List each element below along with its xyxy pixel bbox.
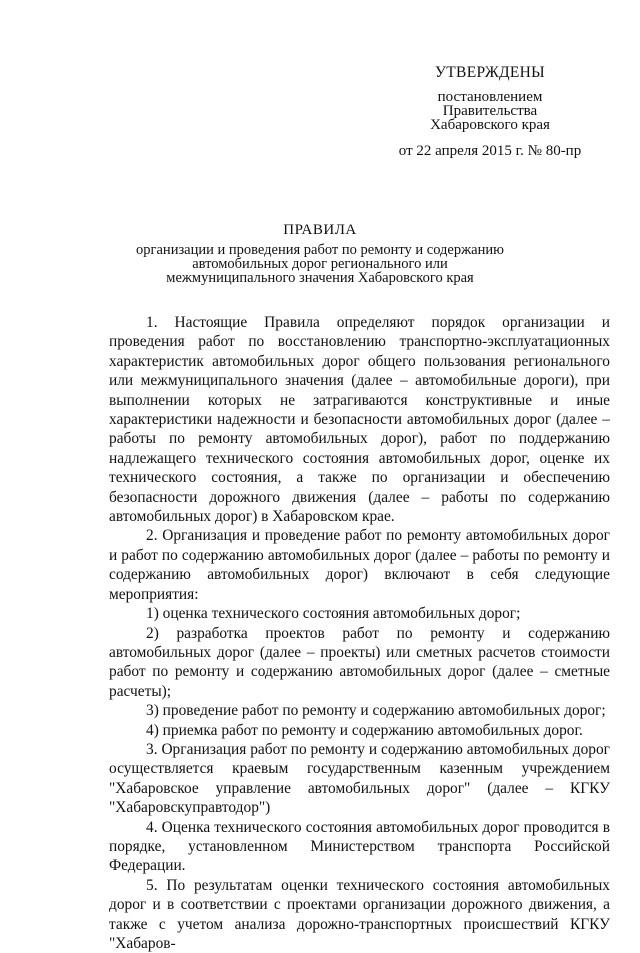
paragraph: 3. Организация работ по ремонту и содержанию автомобильных дорог осуществляется краевым государственным казенным учреждением "Хабаровское управление автомобильных дорог" (далее – КГКУ "Хабаровскуправтодор")	[109, 740, 610, 817]
approval-line: постановлением	[437, 89, 543, 105]
approval-heading: УТВЕРЖДЕНЫ	[435, 64, 545, 81]
list-item: 4) приемка работ по ремонту и содержанию автомобильных дорог.	[146, 721, 583, 739]
paragraph: 4. Оценка технического состояния автомобильных дорог проводится в порядке, установленном Министерством транспорта Российской Федерации.	[109, 818, 610, 875]
paragraph: 5. По результатам оценки технического состояния автомобильных дорог и в соответствии с проектами организации дорожного движения, а также с учетом анализа дорожно-транспортных происшествий КГКУ "Хабаров-	[109, 876, 610, 952]
paragraph: 2. Организация и проведение работ по ремонту автомобильных дорог и работ по содержанию автомобильных дорог (далее – работы по ремонту и содержанию автомобильных дорог) включают в себя следующие мероприятия:	[109, 527, 610, 603]
document-title: ПРАВИЛА	[283, 222, 357, 238]
list-item: 3) проведение работ по ремонту и содержанию автомобильных дорог;	[146, 702, 606, 720]
approval-line: Правительства	[442, 103, 538, 119]
list-item: 1) оценка технического состояния автомобильных дорог;	[146, 605, 521, 623]
document-subtitle: организации и проведения работ по ремонту и содержанию автомобильных дорог регионального или межмуниципального значения Хабаровского края	[136, 242, 504, 286]
approval-block	[400, 66, 580, 158]
approval-line: Хабаровского края	[430, 117, 550, 133]
list-item: 2) разработка проектов работ по ремонту и содержанию автомобильных дорог (далее – проекты) или сметных расчетов стоимости работ по ремонту и содержанию автомобильных дорог (далее – сметные расчеты);	[109, 624, 610, 700]
document-body	[109, 313, 610, 953]
approval-date: от 22 апреля 2015 г. № 80-пр	[398, 143, 582, 159]
paragraph: 1. Настоящие Правила определяют порядок организации и проведения работ по восстановлению транспортно-эксплуатационных характеристик автомобильных дорог общего пользования регионального или межмуниципального значения (далее – автомобильные дороги), при выполнении которых не затрагиваются конструктивные и иные характеристики надежности и безопасности автомобильных дорог (далее – работы по ремонту автомобильных дорог), работ по поддержанию надлежащего технического состояния автомобильных дорог, оценке их технического состояния, а также по организации и обеспечению безопасности дорожного движения (далее – работы по содержанию автомобильных дорог) в Хабаровском крае.	[109, 314, 610, 526]
